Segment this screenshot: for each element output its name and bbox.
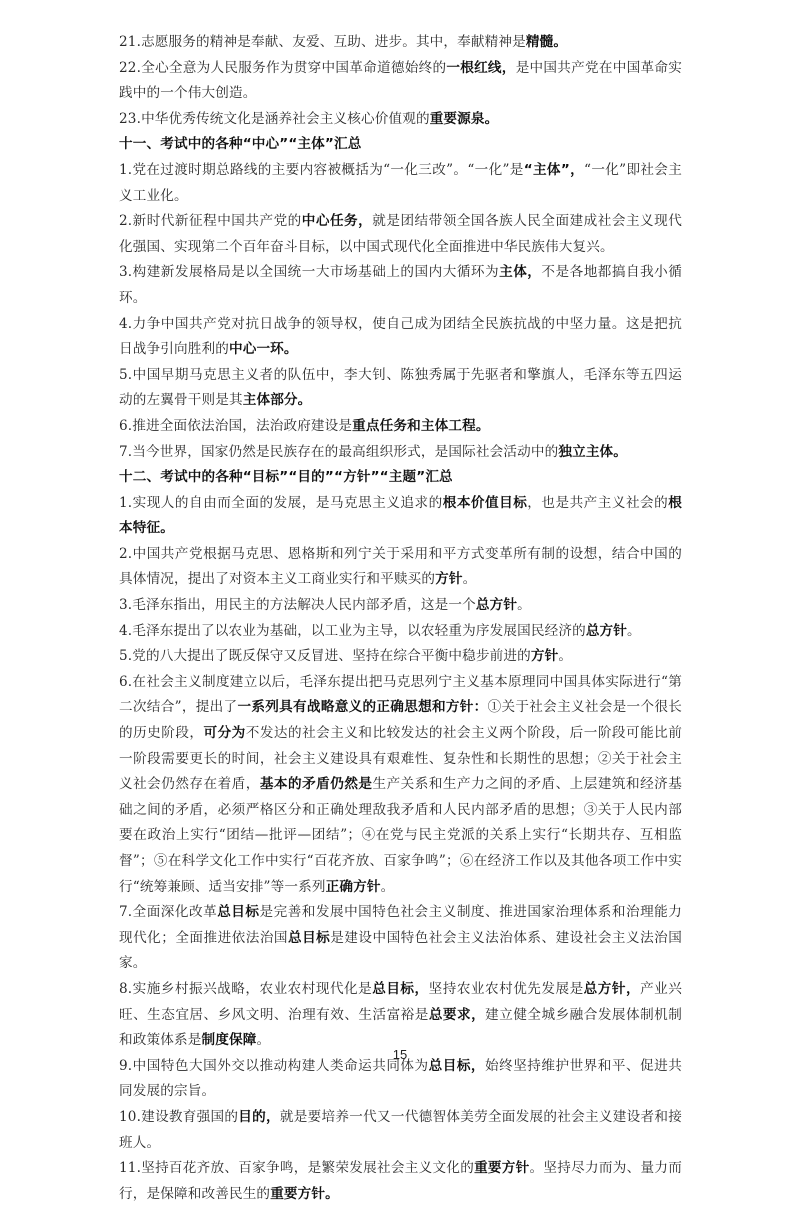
emphasis-text: 十二、考试中的各种“目标”“目的”“方针”“主题”汇总 xyxy=(119,469,453,486)
body-text: 6.在社会主义制度建立以后，毛泽东提出把马克思列宁主义基本原理同中国具体实际进行“第二次结合”，提出了 xyxy=(119,673,682,716)
list-item xyxy=(119,209,682,260)
emphasis-text: 可分为 xyxy=(203,725,246,742)
body-text: 。 xyxy=(627,622,641,639)
list-item xyxy=(119,30,682,56)
emphasis-text: 重点任务和主体工程。 xyxy=(352,417,490,434)
body-text: 3.构建新发展格局是以全国统一大市场基础上的国内大循环为 xyxy=(119,264,500,281)
body-text: 6.推进全面依法治国，法治政府建设是 xyxy=(119,417,353,434)
body-text: 。 xyxy=(256,1032,271,1049)
body-text: ，也是共产主义社会的 xyxy=(527,494,669,511)
emphasis-text: 方针 xyxy=(435,571,463,588)
list-item xyxy=(119,260,682,311)
emphasis-text: 独立主体。 xyxy=(558,443,628,460)
body-text: 10.建设教育强国的 xyxy=(119,1108,239,1125)
body-text: 。 xyxy=(517,597,531,614)
body-text: 。坚持尽力而为、量力而行，是保障和改善民生的 xyxy=(119,1160,682,1202)
body-text: 7.全面深化改革 xyxy=(119,904,218,921)
body-text: 23.中华优秀传统文化是涵养社会主义核心价值观的 xyxy=(119,110,430,127)
emphasis-text: 总目标， xyxy=(428,1057,486,1074)
body-text: 。 xyxy=(558,648,573,665)
body-text: 11.坚持百花齐放、百家争鸣，是繁荣发展社会主义文化的 xyxy=(119,1160,475,1177)
body-text: 是完善和发展中国特色社会主义制度、推进国家治理体系和治理能力现代化；全面推进依法治国 xyxy=(119,904,683,946)
list-item xyxy=(119,440,682,466)
body-text: 1.党在过渡时期总路线的主要内容被概括为“一化三改”。“一化”是 xyxy=(119,161,524,178)
emphasis-text: 十一、考试中的各种“中心”“主体”汇总 xyxy=(119,136,362,153)
body-text: 2.新时代新征程中国共产党的 xyxy=(119,213,302,230)
emphasis-text: 精髓。 xyxy=(525,34,568,50)
emphasis-text: 根本价值目标 xyxy=(442,494,528,511)
list-item xyxy=(119,56,682,107)
list-item xyxy=(119,900,682,977)
body-text: 4.毛泽东提出了以农业为基础，以工业为主导，以农轻重为序发展国民经济的 xyxy=(119,622,586,639)
emphasis-text: 总目标 xyxy=(217,904,260,921)
list-item xyxy=(119,158,682,209)
emphasis-text: 中心一环。 xyxy=(228,341,298,358)
emphasis-text: 一根红线， xyxy=(446,59,516,76)
body-text: 是中国共产党在中国革命实践中的一个伟大创造。 xyxy=(119,59,682,102)
document-body xyxy=(119,30,682,1207)
body-text: 不是各地都搞自我小循环。 xyxy=(119,264,683,306)
emphasis-text: “主体”， xyxy=(523,161,585,178)
list-item xyxy=(119,312,682,363)
body-text: 就是团结带领全国各族人民全面建成社会主义现代化强国、实现第二个百年奋斗目标，以中国式现代化全面推进中华民族伟大复兴。 xyxy=(119,213,682,255)
section-heading xyxy=(119,465,682,491)
list-item xyxy=(119,644,682,670)
emphasis-text: 基本的矛盾仍然是 xyxy=(259,776,373,793)
body-text: 生产关系和生产力之间的矛盾、上层建筑和经济基础之间的矛盾，必须严格区分和正确处理敌我矛盾和人民内部矛盾的思想；③关于人民内部要在政治上实行“团结—批评—团结”；④在党与民主党派的关系上实行“长期共存、互相监督”；⑤在科学文化工作中实行“百花齐放、百家争鸣”；⑥在经济工作以及其他各项工作中实行“统筹兼顾、适当安排”等一系列 xyxy=(119,776,683,895)
emphasis-text: 方针 xyxy=(530,648,559,665)
section-heading xyxy=(119,132,682,158)
emphasis-text: 根本特征。 xyxy=(119,494,682,537)
list-item xyxy=(119,670,682,900)
emphasis-text: 中心任务， xyxy=(301,213,373,230)
body-text: 就是要培养一代又一代德智体美劳全面发展的社会主义建设者和接班人。 xyxy=(119,1108,682,1151)
list-item xyxy=(119,107,682,133)
body-text: 5.党的八大提出了既反保守又反冒进、坚持在综合平衡中稳步前进的 xyxy=(119,648,531,665)
list-item xyxy=(119,542,682,593)
emphasis-text: 总方针 xyxy=(475,597,518,614)
list-item xyxy=(119,619,682,645)
emphasis-text: 重要方针 xyxy=(474,1160,530,1177)
body-text: 建立健全城乡融合发展体制机制和政策体系是 xyxy=(119,1006,682,1049)
body-text: 始终坚持维护世界和平、促进共同发展的宗旨。 xyxy=(119,1057,682,1100)
emphasis-text: 目的， xyxy=(238,1108,280,1125)
body-text: 不发达的社会主义和比较发达的社会主义两个阶段，后一阶段可能比前一阶段需要更长的时间，社会主义建设具有艰难性、复杂性和长期性的思想；②关于社会主义社会仍然存在着盾， xyxy=(119,725,682,793)
emphasis-text: 正确方针 xyxy=(325,878,381,895)
emphasis-text: 总目标 xyxy=(288,929,331,946)
emphasis-text: 一系列具有战略意义的正确思想和方针： xyxy=(237,699,488,716)
body-text: “一化”即社会主义工业化。 xyxy=(119,161,682,204)
body-text: 2.中国共产党根据马克思、恩格斯和列宁关于采用和平方式变革所有制的设想，结合中国的具体情况，提出了对资本主义工商业实行和平赎买的 xyxy=(119,545,682,588)
emphasis-text: 重要方针。 xyxy=(270,1185,339,1202)
body-text: 22.全心全意为人民服务作为贯穿中国革命道德始终的 xyxy=(119,59,447,76)
body-text: ①关于社会主义社会是一个很长的历史阶段， xyxy=(119,699,682,742)
emphasis-text: 主体， xyxy=(499,264,542,281)
emphasis-text: 总方针 xyxy=(585,622,628,639)
emphasis-text: 总要求， xyxy=(428,1006,486,1023)
body-text: 21.志愿服务的精神是奉献、友爱、互助、进步。其中，奉献精神是 xyxy=(119,34,526,50)
list-item xyxy=(119,414,682,440)
body-text: 1.实现人的自由而全面的发展，是马克思主义追求的 xyxy=(119,494,443,511)
list-item xyxy=(119,491,682,542)
emphasis-text: 制度保障 xyxy=(201,1032,257,1049)
body-text: 5.中国早期马克思主义者的队伍中，李大钊、陈独秀属于先驱者和擎旗人，毛泽东等五四运动的左翼骨干则是其 xyxy=(119,366,682,409)
body-text: 4.力争中国共产党对抗日战争的领导权，使自己成为团结全民族抗战的中坚力量。这是把抗日战争引向胜利的 xyxy=(119,315,682,358)
list-item xyxy=(119,1156,682,1207)
body-text: 3.毛泽东指出，用民主的方法解决人民内部矛盾，这是一个 xyxy=(119,597,476,614)
body-text: 产业兴旺、生态宜居、乡风文明、治理有效、生活富裕是 xyxy=(119,980,682,1023)
list-item xyxy=(119,363,682,414)
page-number: 15 xyxy=(392,1047,408,1062)
emphasis-text: 重要源泉。 xyxy=(429,110,499,127)
body-text: 9.中国特色大国外交以推动构建人类命运共同体为 xyxy=(119,1057,429,1074)
list-item xyxy=(119,1105,682,1156)
body-text: 是建设中国特色社会主义法治体系、建设社会主义法治国家。 xyxy=(119,929,682,972)
body-text: 坚持农业农村优先发展是 xyxy=(428,980,584,997)
body-text: 。 xyxy=(462,571,477,588)
body-text: 7.当今世界，国家仍然是民族存在的最高组织形式，是国际社会活动中的 xyxy=(119,443,559,460)
emphasis-text: 主体部分。 xyxy=(242,392,312,409)
emphasis-text: 总方针， xyxy=(583,980,641,997)
body-text: 。 xyxy=(380,878,395,895)
list-item xyxy=(119,593,682,619)
body-text: 8.实施乡村振兴战略，农业农村现代化是 xyxy=(119,980,373,997)
emphasis-text: 总目标， xyxy=(372,980,429,997)
list-item xyxy=(119,977,682,1054)
